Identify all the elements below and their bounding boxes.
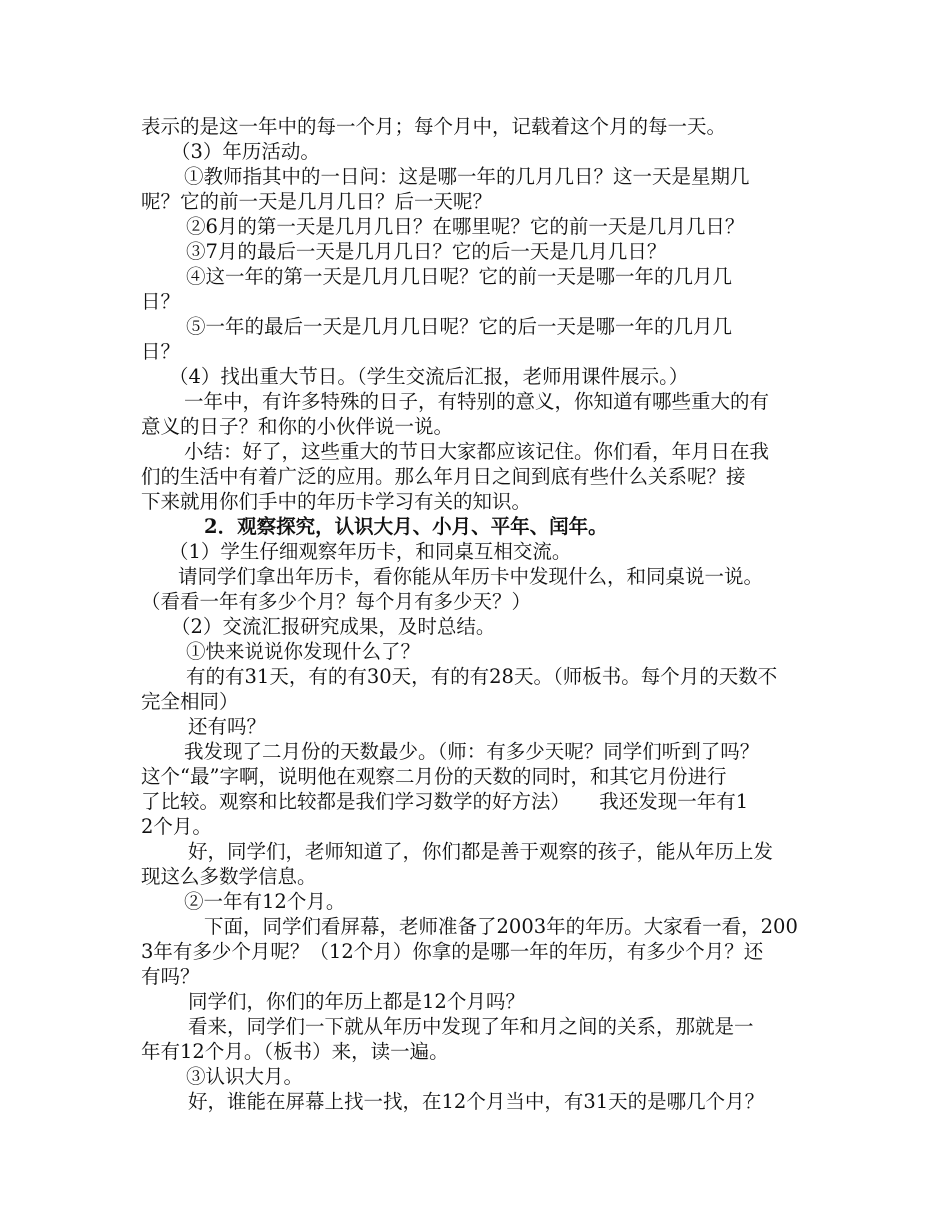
text-line: 年有12个月。（板书）来，读一遍。 [141,1040,449,1063]
text-line: 表示的是这一年中的每一个月；每个月中，记载着这个月的每一天。 [141,115,727,138]
text-line: （4）找出重大节日。（学生交流后汇报，老师用课件展示。） [169,365,689,388]
text-line: （2）交流汇报研究成果，及时总结。 [171,615,496,638]
text-line: 好，谁能在屏幕上找一找，在12个月当中，有31天的是哪几个月？ [188,1090,765,1113]
text-line: 完全相同） [141,690,239,713]
text-line: 日？ [141,290,181,313]
text-line: 下面，同学们看屏幕，老师准备了2003年的年历。大家看一看，200 [204,915,798,938]
text-line: 有的有31天，有的有30天，有的有28天。（师板书。每个月的天数不 [186,665,778,688]
text-line: 日？ [141,340,181,363]
text-line: ①教师指其中的一日问：这是哪一年的几月几日？这一天是星期几 [184,165,750,188]
text-line: 2个月。 [141,815,212,838]
text-line: 了比较。观察和比较都是我们学习数学的好方法） 我还发现一年有1 [141,790,749,813]
text-line: ②6月的第一天是几月几日？在哪里呢？它的前一天是几月几日？ [186,215,745,238]
text-line: ①快来说说你发现什么了？ [186,640,421,663]
text-line: 一年中，有许多特殊的日子，有特别的意义，你知道有哪些重大的有 [184,390,770,413]
text-line: 看来，同学们一下就从年历中发现了年和月之间的关系，那就是一 [188,1015,754,1038]
text-line: （1）学生仔细观察年历卡，和同桌互相交流。 [169,540,572,563]
text-line: 3年有多少个月呢？（12个月）你拿的是哪一年的年历，有多少个月？还 [141,940,764,963]
text-line: 还有吗？ [188,715,267,738]
text-line: 小结：好了，这些重大的节日大家都应该记住。你们看，年月日在我 [184,440,770,463]
text-line: 我发现了二月份的天数最少。（师：有多少天呢？同学们听到了吗？ [184,740,760,763]
text-line: 下来就用你们手中的年历卡学习有关的知识。 [141,490,532,513]
text-line: 请同学们拿出年历卡，看你能从年历卡中发现什么，和同桌说一说。 [178,565,764,588]
section-heading: 2．观察探究，认识大月、小月、平年、闰年。 [204,515,608,538]
text-line: （3）年历活动。 [171,140,320,163]
text-line: 同学们，你们的年历上都是12个月吗？ [188,990,525,1013]
text-line: ③7月的最后一天是几月几日？它的后一天是几月几日？ [186,240,667,263]
text-line: ⑤一年的最后一天是几月几日呢？它的后一天是哪一年的几月几 [186,315,733,338]
text-line: 们的生活中有着广泛的应用。那么年月日之间到底有些什么关系呢？接 [141,465,746,488]
text-line: ④这一年的第一天是几月几日呢？它的前一天是哪一年的几月几 [186,265,733,288]
text-line: ②一年有12个月。 [184,890,346,913]
text-line: （看看一年有多少个月？每个月有多少天？） [141,590,532,613]
text-line: 现这么多数学信息。 [141,865,317,888]
text-line: 呢？它的前一天是几月几日？后一天呢？ [141,190,493,213]
text-line: 有吗？ [141,965,200,988]
text-line: ③认识大月。 [186,1065,304,1088]
text-line: 这个“最”字啊，说明他在观察二月份的天数的同时，和其它月份进行 [141,765,727,788]
text-line: 好，同学们，老师知道了，你们都是善于观察的孩子，能从年历上发 [188,840,774,863]
text-line: 意义的日子？和你的小伙伴说一说。 [141,415,454,438]
